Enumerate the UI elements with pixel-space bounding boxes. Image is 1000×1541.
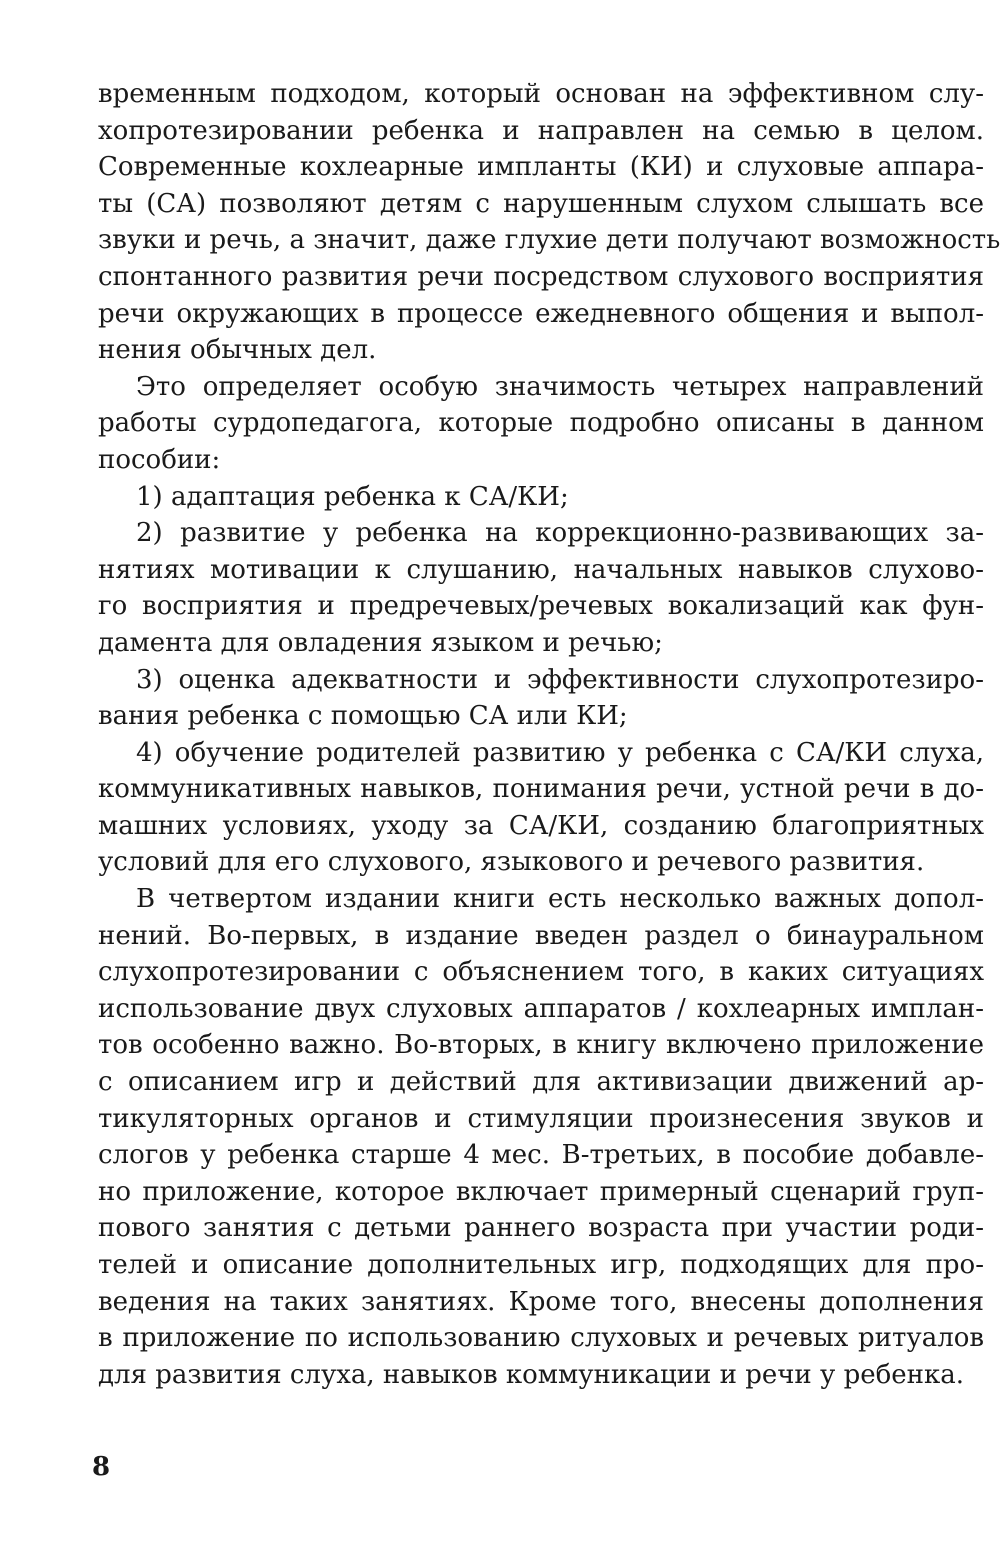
text-line: слухопротезировании с объяснением того, в каких ситуациях — [98, 957, 984, 988]
text-line: В четвертом издании книги есть несколько важных допол- — [136, 884, 984, 915]
paragraph — [98, 881, 984, 1393]
paragraph — [98, 735, 984, 881]
text-line: спонтанного развития речи посредством слухового восприятия — [98, 261, 984, 292]
text-line: но приложение, которое включает примерный сценарий груп- — [98, 1176, 984, 1207]
text-line: звуки и речь, а значит, даже глухие дети получают возможность — [98, 225, 1000, 256]
text-line: тикуляторных органов и стимуляции произнесения звуков и — [98, 1103, 984, 1134]
paragraph — [98, 662, 984, 735]
text-line: дамента для овладения языком и речью; — [98, 627, 663, 658]
text-line: вания ребенка с помощью СА или КИ; — [98, 701, 628, 732]
text-line: коммуникативных навыков, понимания речи, устной речи в до- — [98, 774, 984, 805]
text-line: Современные кохлеарные импланты (КИ) и слуховые аппара- — [98, 152, 984, 183]
text-line: 1) адаптация ребенка к СА/КИ; — [136, 481, 569, 512]
text-line: ты (СА) позволяют детям с нарушенным слухом слышать все — [98, 188, 984, 219]
paragraph — [98, 369, 984, 479]
text-line: 3) оценка адекватности и эффективности слухопротезиро- — [136, 664, 984, 695]
text-line: машних условиях, уходу за СА/КИ, созданию благоприятных — [98, 810, 984, 841]
text-line: условий для его слухового, языкового и речевого развития. — [98, 847, 925, 878]
paragraph — [98, 479, 984, 516]
text-line: для развития слуха, навыков коммуникации и речи у ребенка. — [98, 1359, 964, 1390]
text-line: речи окружающих в процессе ежедневного общения и выпол- — [98, 298, 984, 329]
text-line: в приложение по использованию слуховых и речевых ритуалов — [98, 1323, 984, 1354]
text-line: работы сурдопедагога, которые подробно описаны в данном — [98, 408, 984, 439]
text-line: ведения на таких занятиях. Кроме того, внесены дополнения — [98, 1286, 984, 1317]
text-line: слогов у ребенка старше 4 мес. В-третьих, в пособие добавле- — [98, 1140, 984, 1171]
text-line: временным подходом, который основан на эффективном слу- — [98, 79, 984, 109]
text-line: телей и описание дополнительных игр, подходящих для про- — [98, 1250, 984, 1280]
text-line: тов особенно важно. Во-вторых, в книгу включено приложение — [98, 1030, 984, 1061]
text-line: 4) обучение родителей развитию у ребенка с СА/КИ слуха, — [136, 737, 984, 768]
text-line: нения обычных дел. — [98, 335, 377, 366]
text-line: с описанием игр и действий для активизации движений ар- — [98, 1067, 984, 1098]
paragraph — [98, 76, 1000, 369]
text-line: хопротезировании ребенка и направлен на семью в целом. — [98, 115, 984, 146]
text-line: использование двух слуховых аппаратов / кохлеарных имплан- — [98, 993, 984, 1024]
text-line: 2) развитие у ребенка на коррекционно-развивающих за- — [136, 518, 984, 549]
text-line: пового занятия с детьми раннего возраста при участии роди- — [98, 1213, 984, 1244]
text-line: пособии: — [98, 444, 221, 475]
text-line: нений. Во-первых, в издание введен раздел о бинауральном — [98, 920, 984, 951]
page-body — [98, 76, 1000, 1456]
text-line: Это определяет особую значимость четырех направлений — [136, 371, 984, 402]
text-line: го восприятия и предречевых/речевых вокализаций как фун- — [98, 591, 984, 622]
page-number: 8 — [92, 1452, 111, 1482]
text-line: нятиях мотивации к слушанию, начальных навыков слухово- — [98, 554, 984, 585]
paragraph — [98, 515, 984, 661]
